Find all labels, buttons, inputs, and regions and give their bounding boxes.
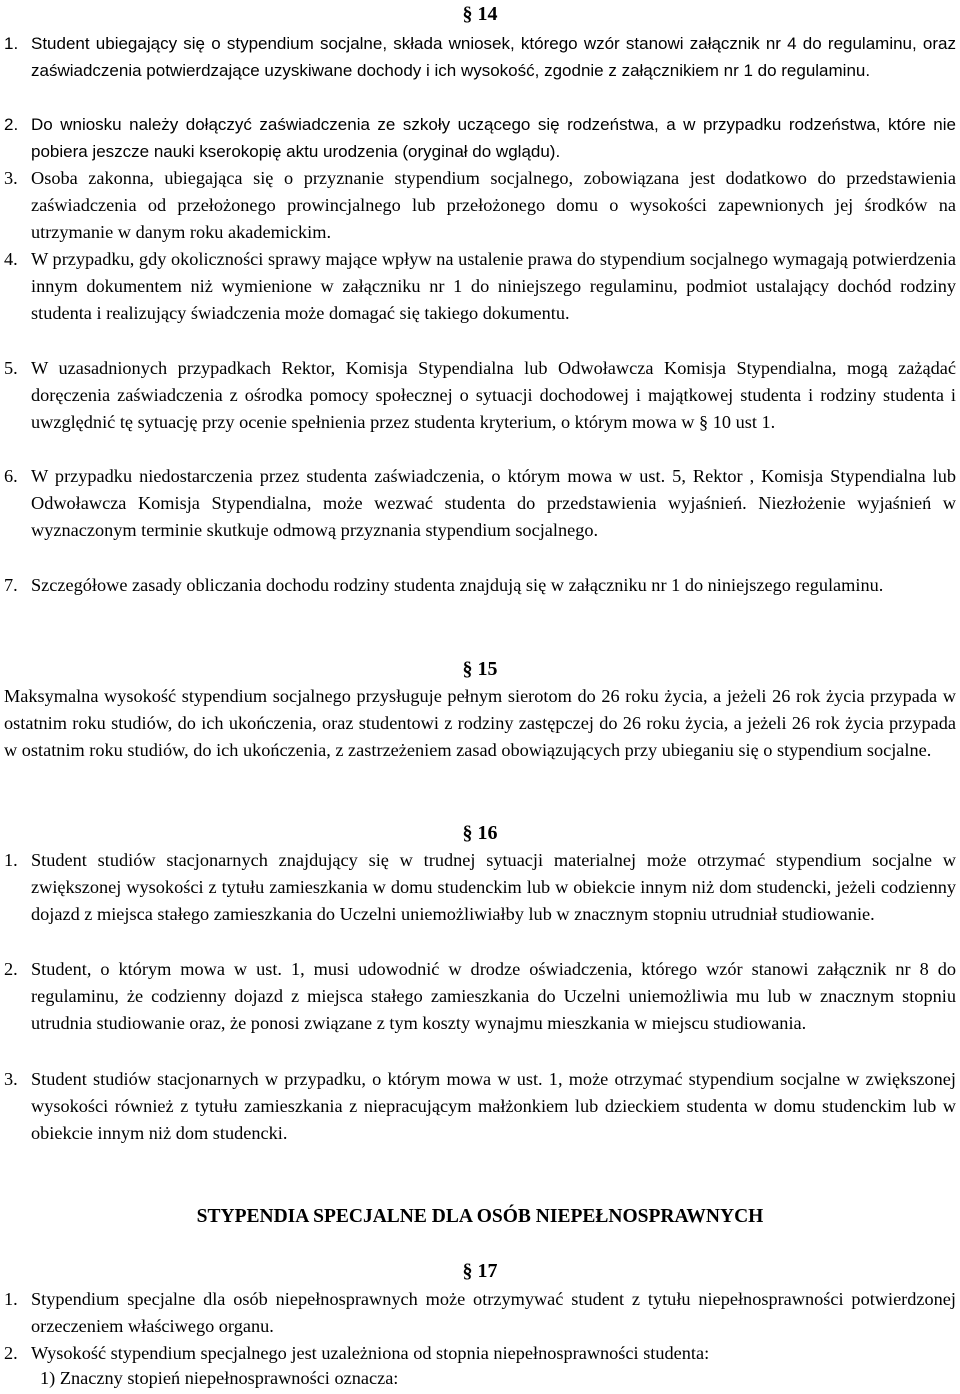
item-number: 3. xyxy=(4,1069,18,1089)
list-item xyxy=(0,1066,956,1148)
item-number: 2. xyxy=(4,1343,18,1363)
item-number: 1. xyxy=(4,1289,18,1309)
list-item xyxy=(0,1286,956,1340)
item-text: Szczegółowe zasady obliczania dochodu rodziny studenta znajdują się w załączniku nr 1 do niniejszego regulaminu. xyxy=(31,575,884,595)
item-text: Student, o którym mowa w ust. 1, musi udowodnić w drodze oświadczenia, którego wzór stanowi załącznik nr 8 do regulaminu, że codzienny dojazd z miejsca stałego zamieszkania do Uczelni uniemożliwia mu lub w znacznym stopniu utrudnia studiowanie oraz, że ponosi związane z tym koszty wynajmu mieszkania w miejscu studiowania. xyxy=(31,959,956,1034)
section-title: STYPENDIA SPECJALNE DLA OSÓB NIEPEŁNOSPRAWNYCH xyxy=(196,1206,764,1227)
paragraph: Maksymalna wysokość stypendium socjalnego przysługuje pełnym sierotom do 26 roku życia, a jeżeli 26 rok życia przypada w ostatnim roku studiów, do ich ukończenia, oraz studentowi z rodziny zastępczej do 26 roku życia, a jeżeli 26 rok życia przypada w ostatnim roku studiów, do ich ukończenia, z zastrzeżeniem zasad obowiązujących przy ubieganiu się o stypendium socjalne. xyxy=(4,686,956,761)
item-number: 1) xyxy=(40,1368,56,1388)
item-text: Znaczny stopień niepełnosprawności oznacza: xyxy=(59,1368,399,1388)
item-number: 1. xyxy=(4,850,18,870)
list-item xyxy=(0,1340,956,1367)
list-item xyxy=(0,246,956,328)
list-item xyxy=(0,956,956,1038)
section-header-16: § 16 xyxy=(462,822,498,844)
list-item xyxy=(0,847,956,929)
item-text: Stypendium specjalne dla osób niepełnosprawnych może otrzymywać student z tytułu niepełnosprawności potwierdzonej orzeczeniem właściwego organu. xyxy=(31,1289,956,1337)
item-text: Student ubiegający się o stypendium socjalne, składa wniosek, którego wzór stanowi załącznik nr 4 do regulaminu, oraz zaświadczenia potwierdzające uzyskiwane dochody i ich wysokość, zgodnie z załącznikiem nr 1 do regulaminu. xyxy=(31,34,956,81)
item-number: 7. xyxy=(4,575,18,595)
item-text: Do wniosku należy dołączyć zaświadczenia ze szkoły uczącego się rodzeństwa, a w przypadku rodzeństwa, które nie pobiera jeszcze nauki kserokopię aktu urodzenia (oryginał do wglądu). xyxy=(31,115,956,162)
item-text: W uzasadnionych przypadkach Rektor, Komisja Stypendialna lub Odwoławcza Komisja Stypendialna, mogą zażądać doręczenia zaświadczenia z ośrodka pomocy społecznej o sytuacji dochodowej i majątkowej studenta i rodziny studenta i uwzględnić tę sytuację przy ocenie spełnienia przez studenta kryterium, o którym mowa w § 10 ust 1. xyxy=(31,358,956,433)
item-text: Osoba zakonna, ubiegająca się o przyznanie stypendium socjalnego, zobowiązana jest dodatkowo do przedstawienia zaświadczenia od przełożonego prowincjalnego lub przełożonego domu o wysokości zapewnionych jej środków na utrzymanie w danym roku akademickim. xyxy=(31,168,956,243)
item-number: 6. xyxy=(4,466,18,486)
section-header-17: § 17 xyxy=(462,1260,498,1282)
list-item xyxy=(0,111,956,165)
list-item xyxy=(0,463,956,545)
sub-list-item xyxy=(40,1365,940,1392)
item-text: W przypadku niedostarczenia przez studenta zaświadczenia, o którym mowa w ust. 5, Rektor , Komisja Stypendialna lub Odwoławcza Komisja Stypendialna, może wezwać studenta do przedstawienia wyjaśnień. Niezłożenie wyjaśnień w wyznaczonym terminie skutkuje odmową przyznania stypendium socjalnego. xyxy=(31,466,956,541)
item-number: 5. xyxy=(4,358,18,378)
section-header-14: § 14 xyxy=(462,3,498,25)
item-text: Student studiów stacjonarnych w przypadku, o którym mowa w ust. 1, może otrzymać stypendium socjalne w zwiększonej wysokości również z tytułu zamieszkania z niepracującym małżonkiem lub dzieckiem studenta w domu studenckim lub w obiekcie innym niż dom studencki. xyxy=(31,1069,956,1144)
item-number: 2. xyxy=(4,959,18,979)
list-item xyxy=(0,30,956,84)
item-text: Wysokość stypendium specjalnego jest uzależniona od stopnia niepełnosprawności studenta: xyxy=(31,1343,710,1363)
list-item xyxy=(0,165,956,247)
list-item xyxy=(0,355,956,437)
item-text: Student studiów stacjonarnych znajdujący się w trudnej sytuacji materialnej może otrzymać stypendium socjalne w zwiększonej wysokości z tytułu zamieszkania w domu studenckim lub w obiekcie innym niż dom studencki, jeżeli codzienny dojazd z miejsca stałego zamieszkania do Uczelni uniemożliwiałby lub w znacznym stopniu utrudniał studiowanie. xyxy=(31,850,956,925)
item-text: W przypadku, gdy okoliczności sprawy mające wpływ na ustalenie prawa do stypendium socjalnego wymagają potwierdzenia innym dokumentem niż wymienione w załączniku nr 1 do niniejszego regulaminu, podmiot ustalający dochód rodziny studenta i realizujący świadczenia może domagać się takiego dokumentu. xyxy=(31,249,956,324)
item-number: 2. xyxy=(4,115,19,134)
item-number: 4. xyxy=(4,249,18,269)
list-item xyxy=(0,572,956,599)
item-number: 1. xyxy=(4,34,19,53)
section-header-15: § 15 xyxy=(462,658,498,680)
item-number: 3. xyxy=(4,168,18,188)
